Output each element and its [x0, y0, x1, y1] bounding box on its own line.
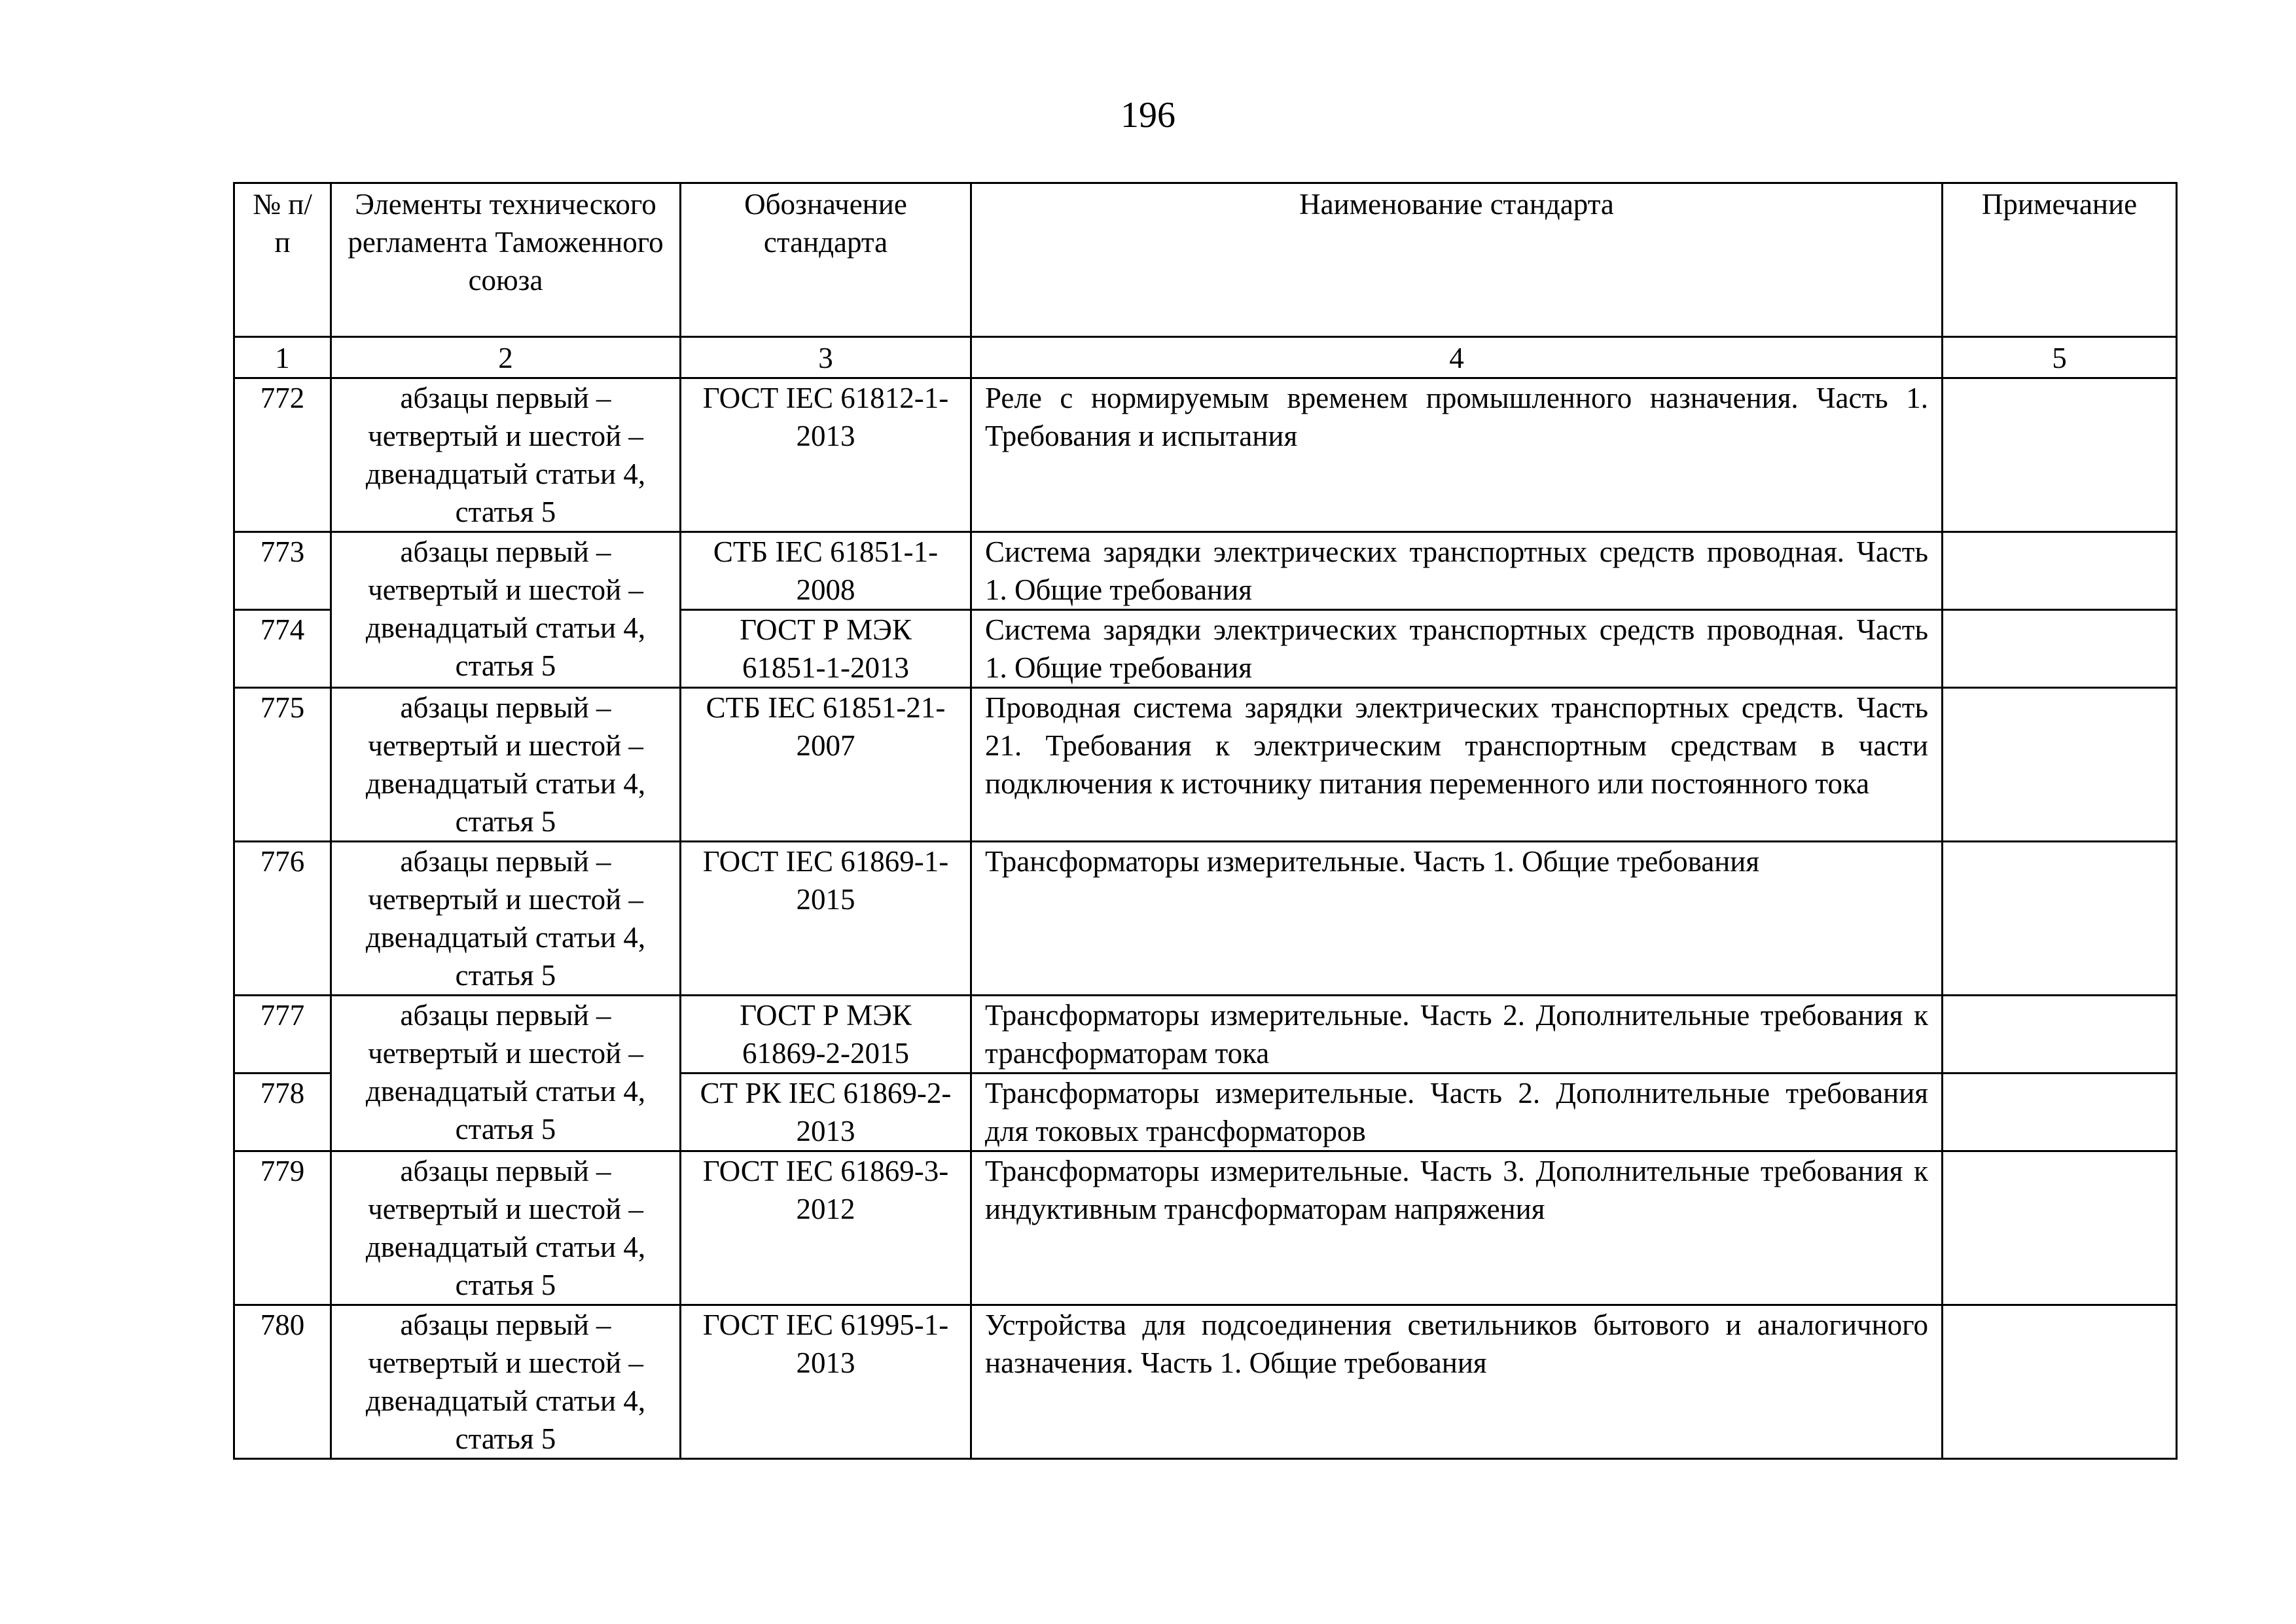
standards-table	[233, 182, 2178, 1460]
row-designation: СТБ IEC 61851-21-2007	[681, 688, 971, 842]
row-standard-name: Трансформаторы измерительные. Часть 3. Дополнительные требования к индуктивным трансформаторам напряжения	[971, 1151, 1943, 1305]
row-standard-name: Реле с нормируемым временем промышленного назначения. Часть 1. Требования и испытания	[971, 378, 1943, 532]
row-elements: абзацы первый – четвертый и шестой – двенадцатый статьи 4, статья 5	[331, 1151, 681, 1305]
table-row	[234, 1305, 2177, 1459]
row-designation: СТ РК IEC 61869-2-2013	[681, 1074, 971, 1151]
header-designation: Обозначение стандарта	[681, 183, 971, 337]
row-number: 773	[234, 532, 331, 610]
row-number: 778	[234, 1074, 331, 1151]
table-row	[234, 378, 2177, 532]
row-note	[1943, 1151, 2177, 1305]
row-note	[1943, 378, 2177, 532]
row-designation: ГОСТ IEC 61869-3-2012	[681, 1151, 971, 1305]
table-row	[234, 996, 2177, 1074]
row-standard-name: Устройства для подсоединения светильников бытового и аналогичного назначения. Часть 1. Общие требования	[971, 1305, 1943, 1459]
header-number: № п/п	[234, 183, 331, 337]
row-designation: ГОСТ IEC 61995-1-2013	[681, 1305, 971, 1459]
row-designation: ГОСТ Р МЭК 61851-1-2013	[681, 610, 971, 688]
row-note	[1943, 1305, 2177, 1459]
row-note	[1943, 842, 2177, 996]
row-number: 780	[234, 1305, 331, 1459]
column-number: 3	[681, 337, 971, 378]
row-number: 772	[234, 378, 331, 532]
row-standard-name: Проводная система зарядки электрических транспортных средств. Часть 21. Требования к электрическим транспортным средствам в части подключения к источнику питания переменного или постоянного тока	[971, 688, 1943, 842]
row-note	[1943, 610, 2177, 688]
row-number: 775	[234, 688, 331, 842]
header-note: Примечание	[1943, 183, 2177, 337]
column-number-row	[234, 337, 2177, 378]
row-note	[1943, 1074, 2177, 1151]
table-header-row	[234, 183, 2177, 337]
row-standard-name: Трансформаторы измерительные. Часть 2. Дополнительные требования для токовых трансформаторов	[971, 1074, 1943, 1151]
row-elements: абзацы первый – четвертый и шестой – двенадцатый статьи 4, статья 5	[331, 378, 681, 532]
page-number: 196	[1121, 95, 1175, 135]
row-designation: ГОСТ IEC 61812-1-2013	[681, 378, 971, 532]
row-number: 777	[234, 996, 331, 1074]
row-note	[1943, 996, 2177, 1074]
header-elements: Элементы технического регламента Таможенного союза	[331, 183, 681, 337]
table-row	[234, 1151, 2177, 1305]
row-elements: абзацы первый – четвертый и шестой – двенадцатый статьи 4, статья 5	[331, 1305, 681, 1459]
row-elements: абзацы первый – четвертый и шестой – двенадцатый статьи 4, статья 5	[331, 688, 681, 842]
row-number: 776	[234, 842, 331, 996]
row-designation: СТБ IEC 61851-1-2008	[681, 532, 971, 610]
column-number: 5	[1943, 337, 2177, 378]
table-row	[234, 688, 2177, 842]
row-standard-name: Трансформаторы измерительные. Часть 2. Дополнительные требования к трансформаторам тока	[971, 996, 1943, 1074]
row-number: 774	[234, 610, 331, 688]
row-standard-name: Система зарядки электрических транспортных средств проводная. Часть 1. Общие требования	[971, 610, 1943, 688]
row-elements: абзацы первый – четвертый и шестой – двенадцатый статьи 4, статья 5	[331, 996, 681, 1151]
row-elements: абзацы первый – четвертый и шестой – двенадцатый статьи 4, статья 5	[331, 842, 681, 996]
row-designation: ГОСТ Р МЭК 61869-2-2015	[681, 996, 971, 1074]
row-standard-name: Трансформаторы измерительные. Часть 1. Общие требования	[971, 842, 1943, 996]
row-designation: ГОСТ IEC 61869-1-2015	[681, 842, 971, 996]
row-elements: абзацы первый – четвертый и шестой – двенадцатый статьи 4, статья 5	[331, 532, 681, 688]
column-number: 4	[971, 337, 1943, 378]
table-row	[234, 842, 2177, 996]
column-number: 2	[331, 337, 681, 378]
row-standard-name: Система зарядки электрических транспортных средств проводная. Часть 1. Общие требования	[971, 532, 1943, 610]
column-number: 1	[234, 337, 331, 378]
row-number: 779	[234, 1151, 331, 1305]
row-note	[1943, 688, 2177, 842]
row-note	[1943, 532, 2177, 610]
table-row	[234, 532, 2177, 610]
header-standard-name: Наименование стандарта	[971, 183, 1943, 337]
